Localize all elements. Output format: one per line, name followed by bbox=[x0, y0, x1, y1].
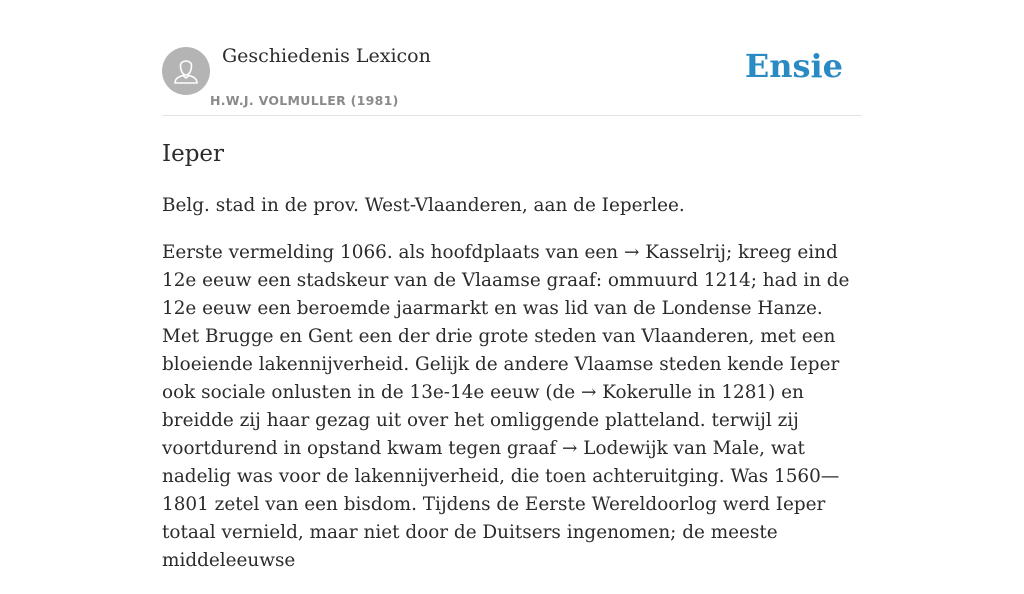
entry-paragraph: Eerste vermelding 1066. als hoofdplaats van een → Kasselrij; kreeg eind 12e eeuw een stadskeur van de Vlaamse graaf: ommuurd 1214; had in de 12e eeuw een beroemde jaarmarkt en was lid van de Londense Hanze. Met Brugge en Gent een der drie grote steden van Vlaanderen, met een bloeiende lakennijverheid. Gelijk de andere Vlaamse steden kende Ieper ook sociale onlusten in de 13e-14e eeuw (de → Kokerulle in 1281) en breidde zij haar gezag uit over het omliggende platteland. terwijl zij voortdurend in opstand kwam tegen graaf → Lodewijk van Male, wat nadelig was voor de lakennijverheid, die toen achteruitging. Was 1560—1801 zetel van een bisdom. Tijdens de Eerste Wereldoorlog werd Ieper totaal vernield, maar niet door de Duitsers ingenomen; de meeste middeleeuwse bbox=[162, 242, 850, 571]
page bbox=[162, 0, 862, 571]
entry-paragraph: Belg. stad in de prov. West-Vlaanderen, aan de Ieperlee. bbox=[162, 195, 685, 216]
source-title[interactable]: Geschiedenis Lexicon bbox=[222, 45, 431, 67]
entry-body bbox=[162, 192, 862, 594]
avatar[interactable] bbox=[162, 47, 210, 95]
source-author[interactable]: H.W.J. VOLMULLER (1981) bbox=[210, 93, 399, 108]
user-silhouette-icon bbox=[162, 47, 210, 95]
entry-title: Ieper bbox=[162, 141, 225, 167]
source-header bbox=[162, 0, 862, 116]
brand-logo[interactable]: Ensie bbox=[744, 47, 843, 85]
